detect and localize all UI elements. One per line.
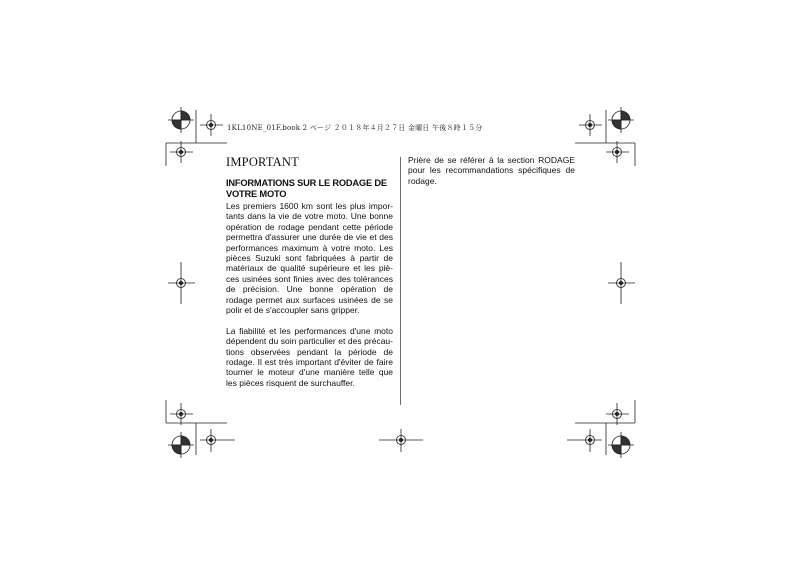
break-in-paragraph-2: La fiabilité et les performances d'une moto dépendent du soin particulier et des précautions observées pendant la période de rodage. Il est très important d'éviter de faire tourner le moteur d'une manière telle que les pièces risquent de surchauffer. <box>226 325 393 388</box>
registration-crosshair <box>567 429 602 452</box>
registration-crosshair <box>608 262 635 304</box>
registration-crosshair <box>606 141 629 163</box>
registration-crosshair <box>168 262 195 304</box>
heading-line-2: VOTRE MOTO <box>226 189 287 199</box>
registration-crosshair <box>170 403 193 425</box>
left-column <box>226 155 393 388</box>
registration-crosshair <box>606 403 629 425</box>
column-divider <box>400 157 401 405</box>
registration-crosshair <box>200 429 235 452</box>
registration-crosshair <box>379 429 423 452</box>
registration-crosshair <box>200 114 223 136</box>
section-title: IMPORTANT <box>226 155 299 169</box>
registration-target-large <box>608 432 634 458</box>
print-file-info: 1KL10NE_01F.book 2 ページ ２０１８年４月２７日 金曜日 午後８時１５分 <box>227 124 483 132</box>
registration-crosshair <box>170 141 193 163</box>
heading-line-1: INFORMATIONS SUR LE RODAGE DE <box>226 178 387 188</box>
registration-target-large <box>608 107 634 133</box>
right-column <box>408 155 575 186</box>
reference-paragraph: Prière de se référer à la section RODAGE pour les recommandations spécifiques de rodage. <box>408 155 575 186</box>
registration-target-large <box>168 432 194 458</box>
break-in-heading <box>226 178 393 200</box>
registration-crosshair <box>579 114 602 136</box>
break-in-paragraph-1: Les premiers 1600 km sont les plus importants dans la vie de votre moto. Une bonne opération de rodage pendant cette période permettra d'assurer une durée de vie et des performances maximum à votre moto. Les pièces Suzuki sont fabriquées à partir de matériaux de qualité supérieure et les pièces usinées sont finies avec des tolérances de précision. Une bonne opération de rodage permet aux surfaces usinées de se polir et de s'accoupler sans gripper. <box>226 201 393 316</box>
registration-target-large <box>168 107 194 133</box>
